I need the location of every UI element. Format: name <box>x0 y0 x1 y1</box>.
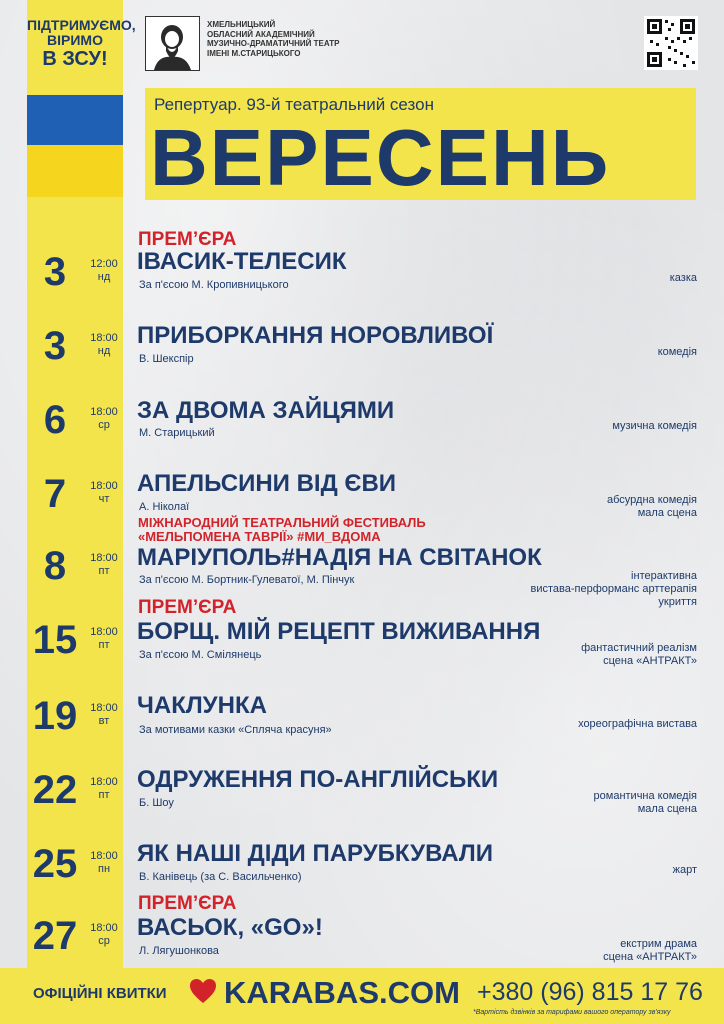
event-time <box>84 552 124 578</box>
time-value: 18:00 <box>90 702 118 714</box>
genre-line: екстрим драма <box>620 938 697 950</box>
event-genre <box>673 864 697 877</box>
weekday-value: ср <box>98 419 110 432</box>
weekday-value: пн <box>97 863 111 876</box>
event-genre <box>594 790 697 816</box>
event-author: Б. Шоу <box>139 797 174 809</box>
genre-line: мала сцена <box>637 803 697 816</box>
event-title[interactable]: ПРИБОРКАННЯ НОРОВЛИВОЇ <box>137 322 494 349</box>
event-time <box>84 406 124 432</box>
qr-code[interactable] <box>644 16 698 70</box>
event-genre <box>670 272 697 285</box>
event-author: В. Канівець (за С. Васильченко) <box>139 871 302 883</box>
genre-line: укриття <box>658 596 697 609</box>
genre-line: хореографічна вистава <box>578 718 697 730</box>
event-time <box>84 776 124 802</box>
event-author: За п'єсою М. Кропивницького <box>139 279 289 291</box>
premiere-label: ПРЕМ’ЄРА <box>138 229 237 250</box>
genre-line: романтична комедія <box>593 790 697 802</box>
support-slogan <box>27 17 136 71</box>
event-genre <box>531 570 697 610</box>
event-title[interactable]: ВАСЬОК, «GO»! <box>137 914 323 941</box>
event-title[interactable]: АПЕЛЬСИНИ ВІД ЄВИ <box>137 470 397 497</box>
event-time <box>84 702 124 728</box>
event-title[interactable]: ЯК НАШІ ДІДИ ПАРУБКУВАЛИ <box>137 840 493 867</box>
weekday-value: чт <box>98 493 110 506</box>
event-day: 3 <box>43 324 67 368</box>
event-author: Л. Лягушонкова <box>139 945 219 957</box>
festival-banner <box>138 516 426 545</box>
event-time <box>84 922 124 948</box>
support-line-3: В ЗСУ! <box>42 48 108 71</box>
weekday-value: нд <box>97 345 111 358</box>
genre-line: абсурдна комедія <box>606 494 697 506</box>
genre-line: казка <box>669 272 697 284</box>
theatre-line-2: ОБЛАСНИЙ АКАДЕМІЧНИЙ <box>207 29 315 39</box>
theatre-line-4: ІМЕНІ М.СТАРИЦЬКОГО <box>207 48 301 58</box>
time-value: 18:00 <box>90 922 118 934</box>
time-value: 12:00 <box>90 258 118 270</box>
premiere-label: ПРЕМ’ЄРА <box>138 597 237 618</box>
event-day: 27 <box>32 914 78 958</box>
event-title[interactable]: ЗА ДВОМА ЗАЙЦЯМИ <box>137 397 395 424</box>
genre-line: вистава-перформанс арттерапія <box>530 583 697 596</box>
event-author: М. Старицький <box>139 427 215 439</box>
theatre-name <box>207 20 447 58</box>
event-genre <box>658 346 697 359</box>
month-title: ВЕРЕСЕНЬ <box>150 113 611 202</box>
theatre-logo <box>145 16 200 71</box>
event-title[interactable]: МАРІУПОЛЬ#НАДІЯ НА СВІТАНОК <box>137 544 542 571</box>
event-genre <box>581 642 697 668</box>
support-line-1: ПІДТРИМУЄМО, <box>27 17 136 33</box>
event-title[interactable]: БОРЩ. МІЙ РЕЦЕПТ ВИЖИВАННЯ <box>137 618 541 645</box>
event-genre <box>607 494 697 520</box>
ticket-site-link[interactable]: KARABAS.COM <box>224 975 460 1010</box>
event-title[interactable]: ЧАКЛУНКА <box>137 692 267 719</box>
time-value: 18:00 <box>90 480 118 492</box>
flag-blue-stripe <box>27 95 123 145</box>
time-value: 18:00 <box>90 850 118 862</box>
genre-line: жарт <box>672 864 697 876</box>
time-value: 18:00 <box>90 776 118 788</box>
event-time <box>84 480 124 506</box>
genre-line: мала сцена <box>637 507 697 520</box>
festival-line-2: «МЕЛЬПОМЕНА ТАВРІЇ» #МИ_ВДОМА <box>138 529 381 545</box>
event-author: За мотивами казки «Спляча красуня» <box>139 724 332 736</box>
phone-number[interactable]: +380 (96) 815 17 76 <box>477 978 703 1006</box>
event-day: 3 <box>43 250 67 294</box>
event-author: За п'єсою М. Бортник-Гулеватої, М. Пінчук <box>139 574 355 586</box>
event-author: В. Шекспір <box>139 353 194 365</box>
weekday-value: вт <box>98 715 110 728</box>
weekday-value: ср <box>98 935 110 948</box>
event-day: 6 <box>43 398 67 442</box>
theatre-line-3: МУЗИЧНО-ДРАМАТИЧНИЙ ТЕАТР <box>207 39 340 49</box>
official-tickets-label: ОФІЦІЙНІ КВИТКИ <box>33 985 167 1002</box>
time-value: 18:00 <box>90 332 118 344</box>
genre-line: музична комедія <box>612 420 697 432</box>
time-value: 18:00 <box>90 626 118 638</box>
festival-line-1: МІЖНАРОДНИЙ ТЕАТРАЛЬНИЙ ФЕСТИВАЛЬ <box>138 515 426 530</box>
event-title[interactable]: ІВАСИК-ТЕЛЕСИК <box>137 248 347 275</box>
event-day: 25 <box>32 842 78 886</box>
event-genre <box>578 718 697 731</box>
event-author: А. Ніколаї <box>139 501 190 513</box>
genre-line: комедія <box>657 346 697 358</box>
event-day: 15 <box>32 618 78 662</box>
repertoire-subtitle: Репертуар. 93-й театральний сезон <box>154 95 434 114</box>
event-time <box>84 626 124 652</box>
weekday-value: пт <box>98 789 110 802</box>
event-author: За п'єсою М. Смілянець <box>139 649 262 661</box>
event-day: 19 <box>32 694 78 738</box>
event-genre <box>612 420 697 433</box>
genre-line: фантастичний реалізм <box>581 642 697 654</box>
event-day: 7 <box>43 472 67 516</box>
event-day: 22 <box>32 768 78 812</box>
weekday-value: пт <box>98 639 110 652</box>
heart-icon <box>188 976 218 1006</box>
genre-line: інтерактивна <box>631 570 697 582</box>
support-line-2: ВІРИМО <box>47 31 103 48</box>
event-day: 8 <box>43 544 67 588</box>
event-time <box>84 850 124 876</box>
genre-line: сцена «АНТРАКТ» <box>603 655 697 668</box>
genre-line: сцена «АНТРАКТ» <box>603 951 697 964</box>
premiere-label: ПРЕМ’ЄРА <box>138 893 237 914</box>
flag-yellow-stripe <box>27 145 123 197</box>
event-title[interactable]: ОДРУЖЕННЯ ПО-АНГЛІЙСЬКИ <box>137 766 499 793</box>
theatre-line-1: ХМЕЛЬНИЦЬКИЙ <box>207 20 276 29</box>
time-value: 18:00 <box>90 552 118 564</box>
event-genre <box>603 938 697 964</box>
weekday-value: пт <box>98 565 110 578</box>
call-cost-note: *Вартість дзвінків за тарифами вашого оператору зв'язку <box>473 1009 671 1016</box>
event-time <box>84 258 124 284</box>
time-value: 18:00 <box>90 406 118 418</box>
event-time <box>84 332 124 358</box>
weekday-value: нд <box>97 271 111 284</box>
